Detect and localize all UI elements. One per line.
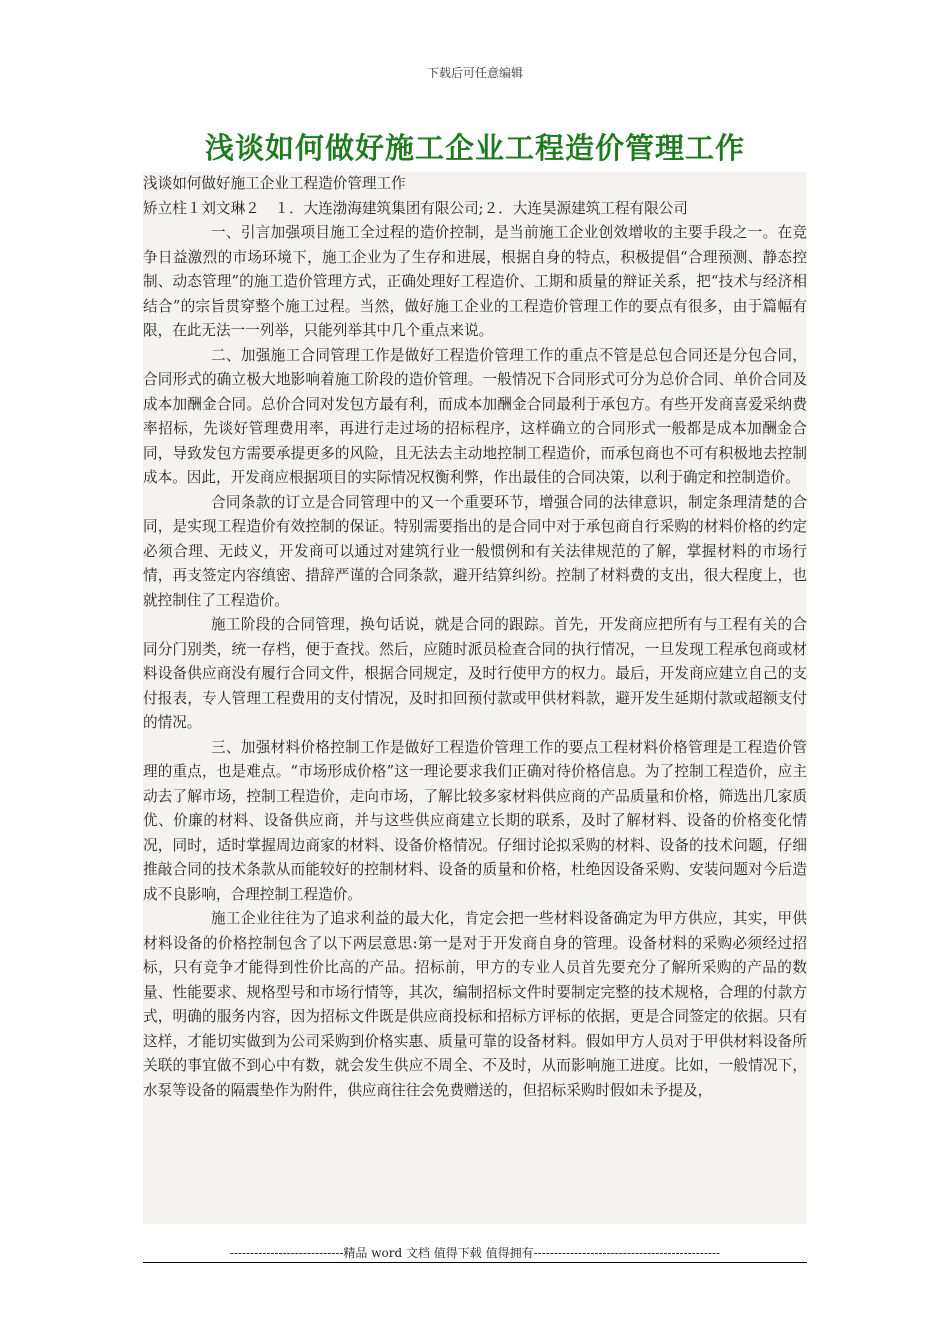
footer-note: ----------------------------精品 word 文档 值得下载 值得拥有---------------------------------------------- (229, 1246, 721, 1260)
article-subtitle: 浅谈如何做好施工企业工程造价管理工作 (143, 175, 406, 192)
paragraph-construction-phase: 施工阶段的合同管理，换句话说，就是合同的跟踪。首先，开发商应把所有与工程有关的合同分门别类，统一存档，便于查找。然后，应随时派员检查合同的执行情况，一旦发现工程承包商或材料设备供应商没有履行合同文件，根据合同规定，及时行使甲方的权力。最后，开发商应建立自己的支付报表，专人管理工程费用的支付情况，及时扣回预付款或甲供材料款，避开发生延期付款或超额支付的情况。 (143, 616, 807, 731)
article-body (143, 172, 807, 1224)
paragraph-material-price: 三、加强材料价格控制工作是做好工程造价管理工作的要点工程材料价格管理是工程造价管理的重点，也是难点。“市场形成价格”这一理论要求我们正确对待价格信息。为了控制工程造价，应主动去了解市场，控制工程造价，走向市场，了解比较多家材料供应商的产品质量和价格，筛选出几家质优、价廉的材料、设备供应商，并与这些供应商建立长期的联系，及时了解材料、设备的价格变化情况，同时，适时掌握周边商家的材料、设备价格情况。仔细讨论拟采购的材料、设备的技术问题，仔细推敲合同的技术条款从而能较好的控制材料、设备的质量和价格，杜绝因设备采购、安装问题对今后造成不良影响，合理控制工程造价。 (143, 738, 807, 903)
article-authors: 矫立柱１刘文琳２ １．大连渤海建筑集团有限公司;２．大连昊源建筑工程有限公司 (143, 199, 688, 217)
footer-divider (143, 1262, 807, 1263)
document-title: 浅谈如何做好施工企业工程造价管理工作 (204, 131, 745, 165)
paragraph-owner-supplied: 施工企业往往为了追求利益的最大化，肯定会把一些材料设备确定为甲方供应，其实，甲供材料设备的价格控制包含了以下两层意思:第一是对于开发商自身的管理。设备材料的采购必须经过招标，只有竞争才能得到性价比高的产品。招标前，甲方的专业人员首先要充分了解所采购的产品的数量、性能要求、规格型号和市场行情等，其次，编制招标文件时要制定完整的技术规格，合理的付款方式，明确的服务内容，因为招标文件既是供应商投标和招标方评标的依据，更是合同签定的依据。只有这样，才能切实做到为公司采购到价格实惠、质量可靠的设备材料。假如甲方人员对于甲供材料设备所关联的事宜做不到心中有数，就会发生供应不周全、不及时，从而影响施工进度。比如，一般情况下，水泵等设备的隔震垫作为附件，供应商往往会免费赠送的，但招标采购时假如未予提及， (143, 910, 807, 1099)
paragraph-contract-terms: 合同条款的订立是合同管理中的又一个重要环节，增强合同的法律意识，制定条理清楚的合同，是实现工程造价有效控制的保证。特别需要指出的是合同中对于承包商自行采购的材料价格的约定必须合理、无歧义，开发商可以通过对建筑行业一般惯例和有关法律规范的了解，掌握材料的市场行情，再支签定内容缜密、措辞严谨的合同条款，避开结算纠纷。控制了材料费的支出，很大程度上，也就控制住了工程造价。 (143, 493, 807, 609)
header-note: 下载后可任意编辑 (426, 66, 523, 80)
paragraph-contract-management: 二、加强施工合同管理工作是做好工程造价管理工作的重点不管是总包合同还是分包合同，合同形式的确立极大地影响着施工阶段的造价管理。一般情况下合同形式可分为总价合同、单价合同及成本加酬金合同。总价合同对发包方最有利，而成本加酬金合同最利于承包方。有些开发商喜爱采纳费率招标，先谈好管理费用率，再进行走过场的招标程序，这样确立的合同形式一般都是成本加酬金合同，导致发包方需要承提更多的风险，且无法去主动地控制工程造价，而承包商也不可有积极地去控制成本。因此，开发商应根据项目的实际情况权衡利弊，作出最佳的合同决策，以利于确定和控制造价。 (143, 346, 807, 486)
paragraph-intro: 一、引言加强项目施工全过程的造价控制，是当前施工企业创效增收的主要手段之一。在竞争日益激烈的市场环境下，施工企业为了生存和进展，根据自身的特点，积极提倡“合理预测、静态控制、动态管理”的施工造价管理方式，正确处理好工程造价、工期和质量的辩证关系，把“技术与经济相结合”的宗旨贯穿整个施工过程。当然，做好施工企业的工程造价管理工作的要点有很多，由于篇幅有限，在此无法一一列举，只能列举其中几个重点来说。 (143, 224, 807, 339)
